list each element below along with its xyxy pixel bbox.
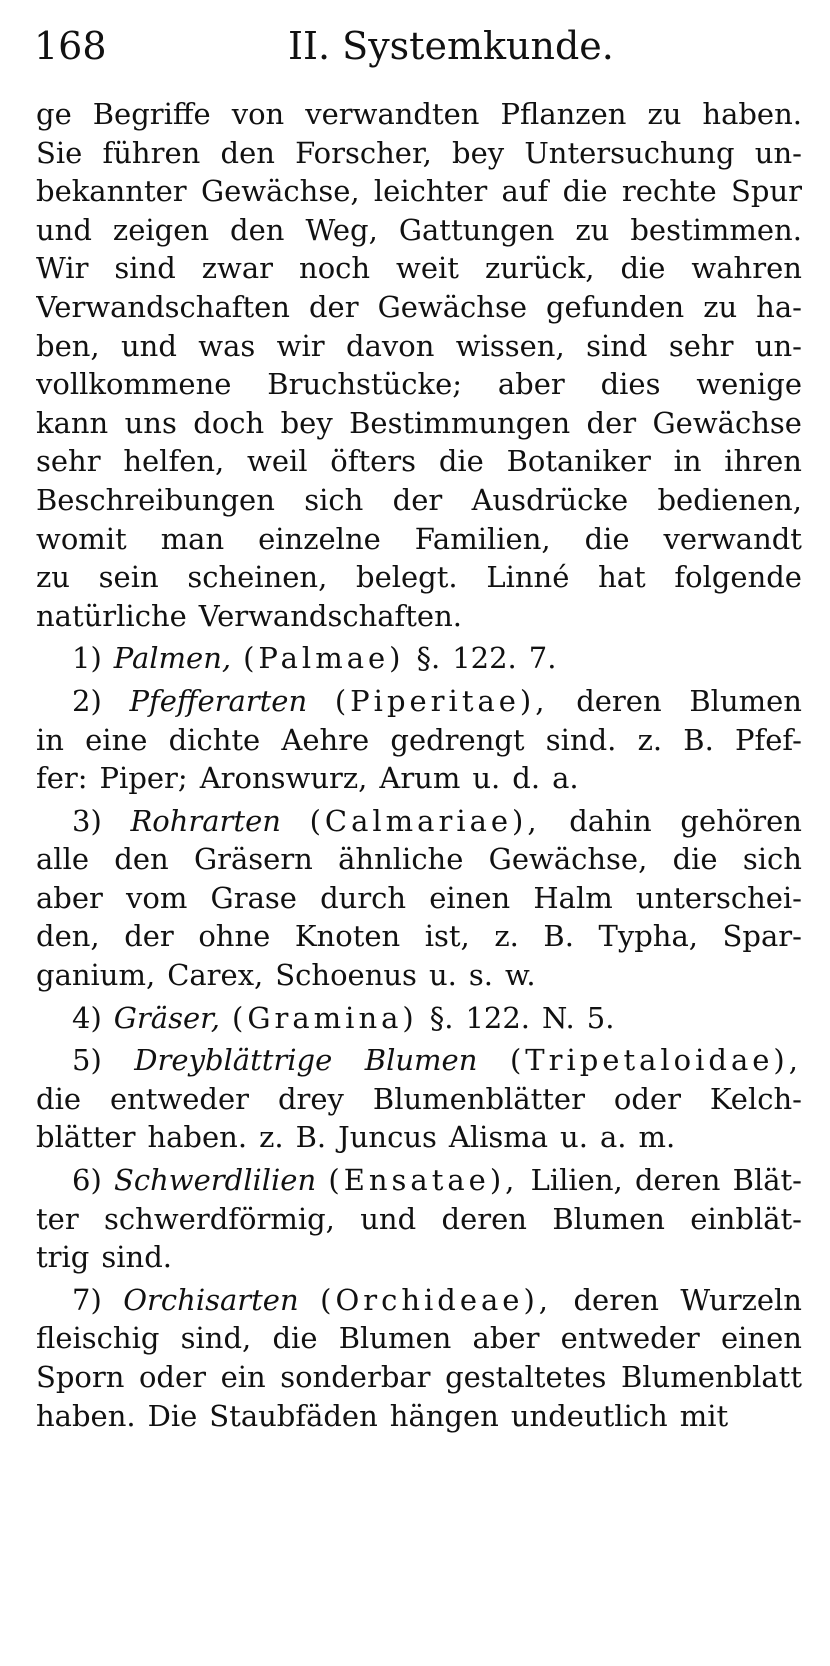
list-item-line: die entweder drey Blumenblätter oder Kelch- xyxy=(36,1081,802,1116)
list-item-line: den, der ohne Knoten ist, z. B. Typha, Spar- xyxy=(36,919,802,954)
list-item-line: 4) Gräser, (Gramina) §. 122. N. 5. xyxy=(72,1000,615,1035)
list-item-line: 1) Palmen, (Palmae) §. 122. 7. xyxy=(72,641,557,676)
paragraph-line: vollkommene Bruchstücke; aber dies wenige xyxy=(36,367,802,402)
paragraph-line: Beschreibungen sich der Ausdrücke bedienen, xyxy=(36,482,802,517)
list-item-line: aber vom Grase durch einen Halm unterschei- xyxy=(36,880,802,915)
page-header xyxy=(28,16,798,76)
paragraph-line: zu sein scheinen, belegt. Linné hat folgende xyxy=(36,560,802,595)
paragraph-line: ben, und was wir davon wissen, sind sehr un- xyxy=(36,328,802,363)
list-item-line: blätter haben. z. B. Juncus Alisma u. a. m. xyxy=(36,1120,676,1155)
list-item-line: 5) Dreyblättrige Blumen (Tripetaloidae), xyxy=(72,1043,802,1078)
paragraph-line: Sie führen den Forscher, bey Untersuchung un- xyxy=(36,135,802,170)
paragraph-line: ge Begriffe von verwandten Pflanzen zu haben. xyxy=(36,97,802,131)
page-body xyxy=(36,95,802,1435)
section-title: II. Systemkunde. xyxy=(288,24,614,68)
list-item-line: 2) Pfefferarten (Piperitae), deren Blumen xyxy=(72,683,802,718)
list-item-line: alle den Gräsern ähnliche Gewächse, die sich xyxy=(36,842,802,877)
paragraph-line: kann uns doch bey Bestimmungen der Gewächse xyxy=(36,405,802,440)
paragraph-line: und zeigen den Weg, Gattungen zu bestimmen. xyxy=(36,212,802,247)
paragraph-line: natürliche Verwandschaften. xyxy=(36,598,462,633)
list-item-line: fleischig sind, die Blumen aber entweder einen xyxy=(36,1321,802,1356)
list-item-line: 7) Orchisarten (Orchideae), deren Wurzeln xyxy=(72,1282,802,1317)
list-item-line: trig sind. xyxy=(36,1240,172,1275)
paragraph-line: Wir sind zwar noch weit zurück, die wahren xyxy=(36,251,802,286)
paragraph-line: womit man einzelne Familien, die verwandt xyxy=(36,521,802,556)
list-item-line: 3) Rohrarten (Calmariae), dahin gehören xyxy=(72,803,802,838)
paragraph-line: sehr helfen, weil öfters die Botaniker in ihren xyxy=(36,444,802,479)
list-item-line: in eine dichte Aehre gedrengt sind. z. B. Pfef- xyxy=(36,722,802,757)
list-item-line: Sporn oder ein sonderbar gestaltetes Blumenblatt xyxy=(36,1360,802,1394)
paragraph-line: bekannter Gewächse, leichter auf die rechte Spur xyxy=(36,174,802,209)
list-item-line: 6) Schwerdlilien (Ensatae), Lilien, deren Blät- xyxy=(72,1163,802,1198)
list-item-line: ter schwerdförmig, und deren Blumen einblät- xyxy=(36,1201,802,1236)
paragraph-line: Verwandschaften der Gewächse gefunden zu ha- xyxy=(36,289,802,324)
page-number: 168 xyxy=(34,24,107,68)
list-item-line: haben. Die Staubfäden hängen undeutlich mit xyxy=(36,1398,729,1433)
list-item-line: ganium, Carex, Schoenus u. s. w. xyxy=(36,958,536,993)
list-item-line: fer: Piper; Aronswurz, Arum u. d. a. xyxy=(36,761,579,796)
